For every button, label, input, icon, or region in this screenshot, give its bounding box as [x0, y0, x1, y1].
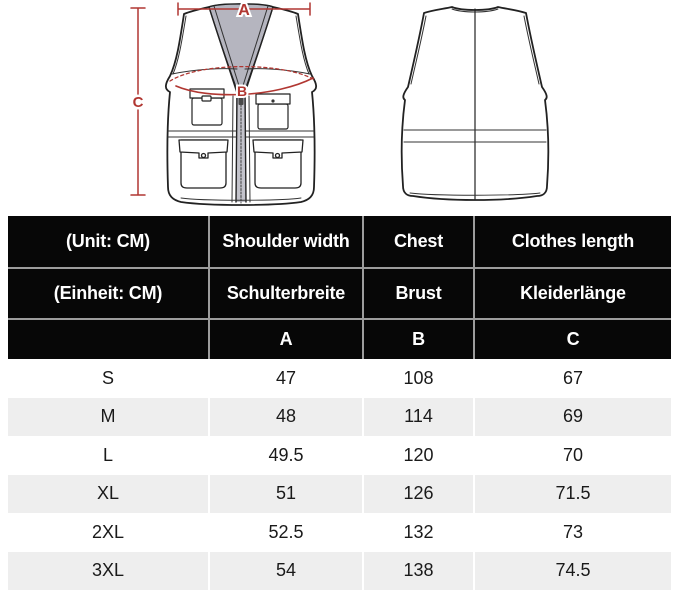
value-3xl-c: 74.5	[473, 552, 671, 591]
measurement-label-b: B	[236, 83, 248, 99]
header-letter-b: B	[362, 318, 473, 359]
value-2xl-a: 52.5	[208, 513, 362, 552]
value-3xl-b: 138	[362, 552, 473, 591]
value-l-b: 120	[362, 436, 473, 475]
upper-right-pocket	[256, 94, 290, 129]
value-3xl-a: 54	[208, 552, 362, 591]
value-2xl-c: 73	[473, 513, 671, 552]
size-label-2xl: 2XL	[91, 521, 125, 542]
value-l-c: 70	[473, 436, 671, 475]
value-s-b: 108	[362, 359, 473, 398]
size-label-xl: XL	[8, 475, 208, 514]
header-brust: Brust	[362, 267, 473, 318]
size-label-l: L	[102, 444, 113, 465]
header-unit-en: (Unit: CM)	[8, 216, 208, 267]
value-2xl-b: 132	[362, 513, 473, 552]
header-letter-a: A	[208, 318, 362, 359]
size-label-s: S	[101, 367, 114, 388]
value-l-a: 49.5	[208, 436, 362, 475]
header-clothes-length: Clothes length	[473, 216, 671, 267]
front-vest-drawing	[166, 4, 316, 205]
header-chest: Chest	[362, 216, 473, 267]
size-table	[8, 216, 671, 590]
size-label-m: M	[8, 398, 208, 437]
header-kleiderlaenge: Kleiderlänge	[473, 267, 671, 318]
header-schulterbreite: Schulterbreite	[208, 267, 362, 318]
value-s-c: 67	[473, 359, 671, 398]
header-letter-c: C	[473, 318, 671, 359]
value-m-a: 48	[208, 398, 362, 437]
value-xl-b: 126	[362, 475, 473, 514]
header-unit-de: (Einheit: CM)	[8, 267, 208, 318]
back-vest-drawing	[402, 7, 549, 200]
value-xl-a: 51	[208, 475, 362, 514]
header-blank	[8, 318, 208, 359]
value-m-b: 114	[362, 398, 473, 437]
lower-left-pocket	[179, 140, 228, 188]
measurement-label-a: A	[238, 2, 250, 19]
vest-size-diagram	[0, 0, 679, 216]
measurement-label-c: C	[132, 94, 144, 111]
header-shoulder-width: Shoulder width	[208, 216, 362, 267]
size-label-3xl: 3XL	[8, 552, 208, 591]
value-xl-c: 71.5	[473, 475, 671, 514]
value-m-c: 69	[473, 398, 671, 437]
lower-right-pocket	[253, 140, 303, 188]
value-s-a: 47	[208, 359, 362, 398]
